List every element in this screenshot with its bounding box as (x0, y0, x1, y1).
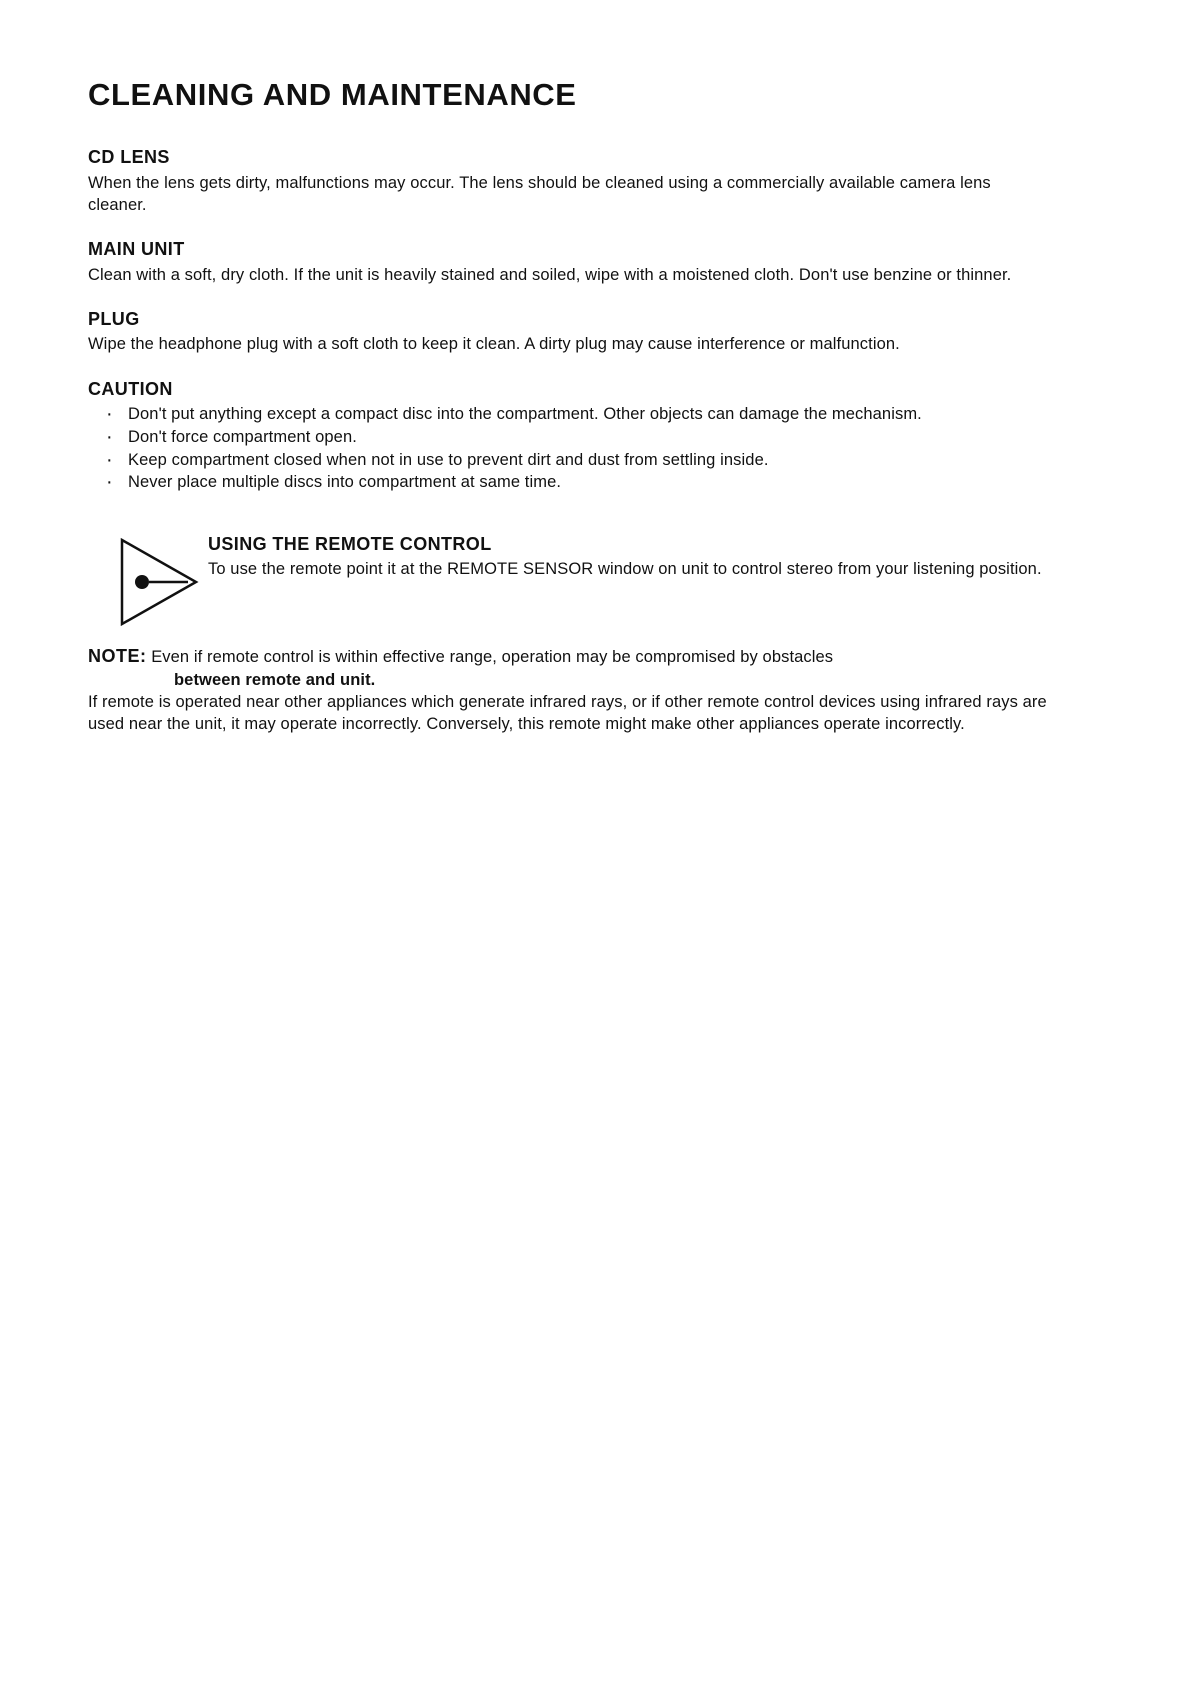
section-text-plug: Wipe the headphone plug with a soft cloth to keep it clean. A dirty plug may cause interference or malfunction. (88, 335, 900, 354)
section-main-unit (88, 238, 1048, 286)
note-label: NOTE: (88, 646, 147, 667)
page-content (88, 78, 1048, 752)
remote-signal-icon (116, 536, 202, 628)
section-text-cd-lens: When the lens gets dirty, malfunctions may occur. The lens should be cleaned using a commercially available camera lens cleaner. (88, 173, 991, 214)
page-title: CLEANING AND MAINTENANCE (88, 77, 577, 112)
remote-heading: USING THE REMOTE CONTROL (208, 534, 492, 555)
list-item: · Keep compartment closed when not in use to prevent dirt and dust from settling inside. (88, 449, 1048, 472)
section-cd-lens (88, 146, 1048, 216)
list-item: · Never place multiple discs into compartment at same time. (88, 471, 1048, 494)
list-item: · Don't put anything except a compact disc into the compartment. Other objects can damage the mechanism. (88, 403, 1048, 426)
section-heading-plug: PLUG (88, 308, 140, 329)
section-heading-main-unit: MAIN UNIT (88, 239, 185, 260)
list-item: · Don't force compartment open. (88, 426, 1048, 449)
section-heading-caution: CAUTION (88, 378, 173, 399)
caution-list (88, 403, 1048, 494)
section-plug (88, 308, 1048, 356)
section-heading-cd-lens: CD LENS (88, 147, 170, 168)
note-text-indent: between remote and unit. (174, 670, 376, 689)
section-caution (88, 378, 1048, 495)
remote-control-callout (88, 534, 1048, 626)
remote-text: To use the remote point it at the REMOTE SENSOR window on unit to control stereo from your listening position. (208, 560, 1042, 579)
note-tail-text: If remote is operated near other appliances which generate infrared rays, or if other remote control devices using infrared rays are used near the unit, it may operate incorrectly. Conversely, this remote might make other appliances operate incorrectly. (88, 692, 1047, 734)
note-text: Even if remote control is within effective range, operation may be compromised by obstacles (151, 648, 834, 667)
note-line (88, 644, 1048, 691)
note-block (88, 644, 1048, 735)
section-text-main-unit: Clean with a soft, dry cloth. If the unit is heavily stained and soiled, wipe with a moistened cloth. Don't use benzine or thinner. (88, 265, 1012, 284)
